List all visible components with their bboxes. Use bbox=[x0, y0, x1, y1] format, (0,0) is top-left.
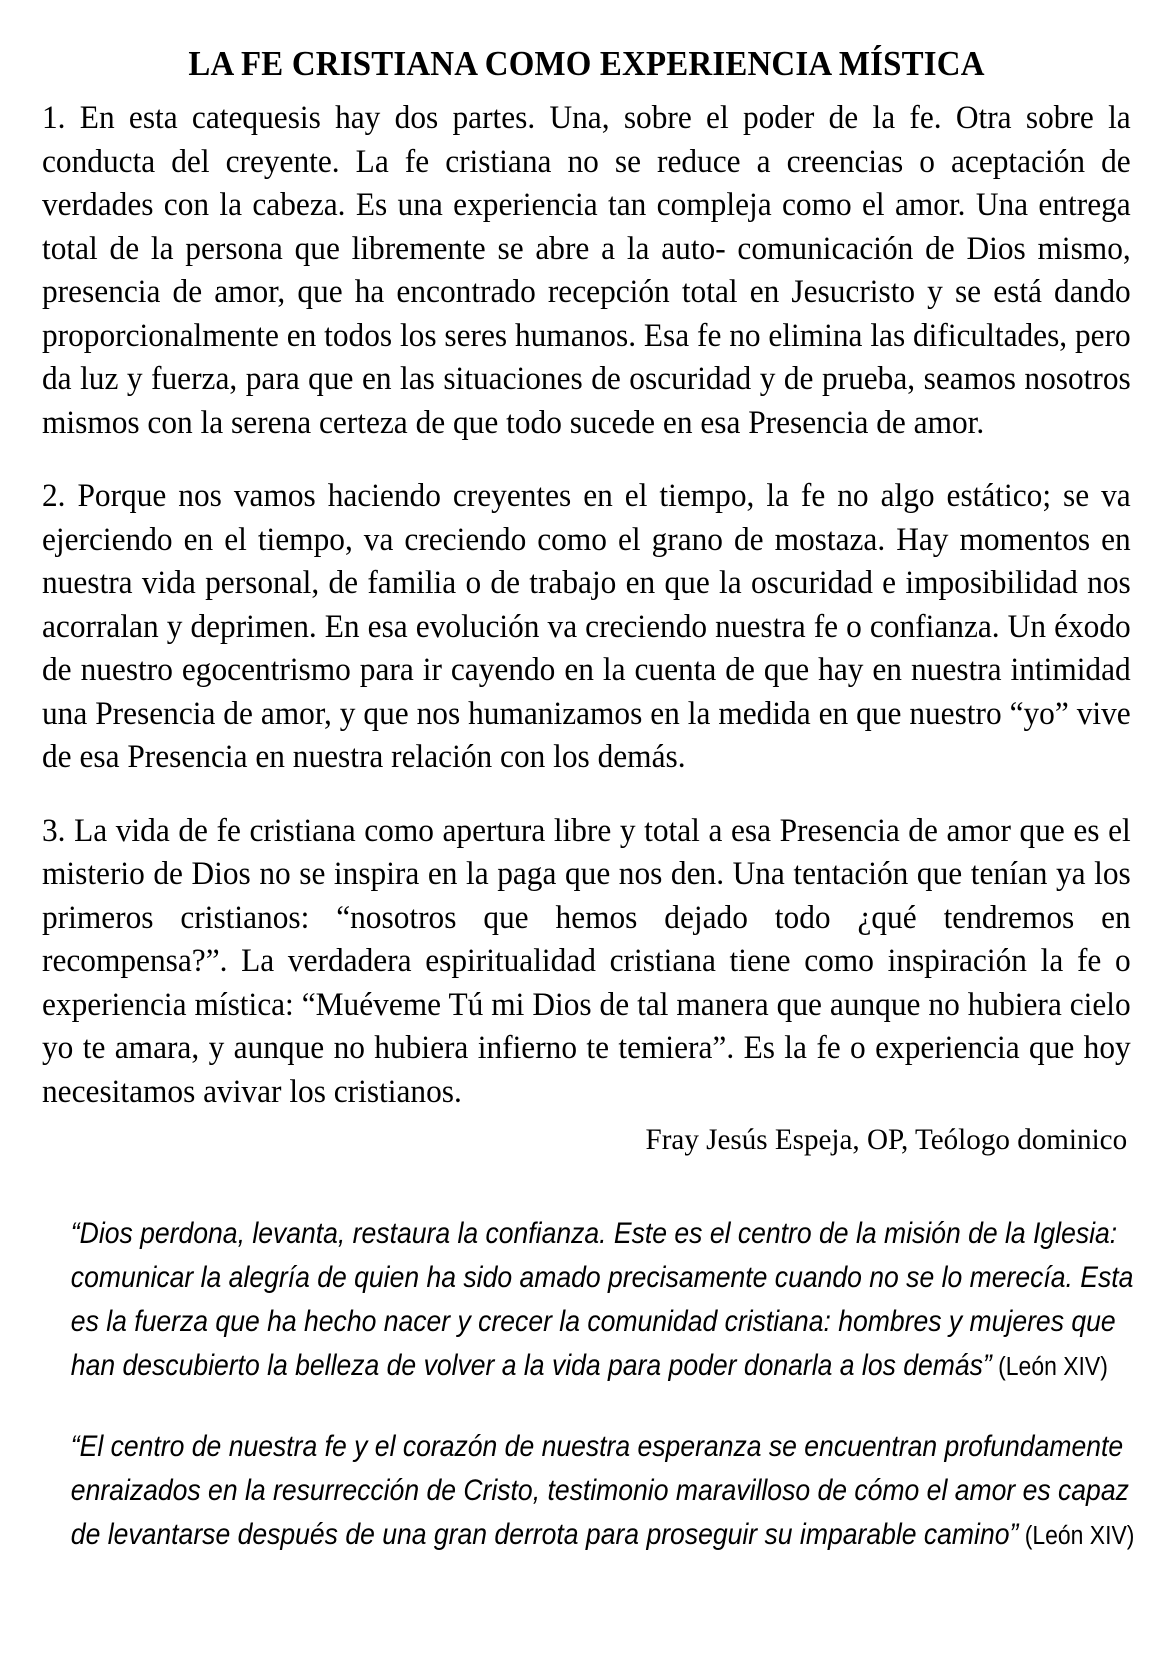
author-attribution: Fray Jesús Espeja, OP, Teólogo dominico bbox=[645, 1123, 1128, 1157]
body-paragraph-3: 3. La vida de fe cristiana como apertura libre y total a esa Presencia de amor que es el misterio de Dios no se inspira en la paga que nos den. Una tentación que tenían ya los primeros cristianos: “nosotros que hemos dejado todo ¿qué tendremos en recompensa?”. La verdadera espiritualidad cristiana tiene como inspiración la fe o experiencia mística: “Muéveme Tú mi Dios de tal manera que aunque no hubiera cielo yo te amara, y aunque no hubiera infierno te temiera”. Es la fe o experiencia que hoy necesitamos avivar los cristianos. bbox=[42, 812, 1131, 1110]
quote-text-2: “El centro de nuestra fe y el corazón de nuestra esperanza se encuentran profundamente enraizados en la resurrección de Cristo, testimonio maravilloso de cómo el amor es capaz de levantarse después de una gran derrota para proseguir su imparable camino” bbox=[70, 1430, 1129, 1552]
quote-block-2 bbox=[42, 1425, 1169, 1558]
page-title: LA FE CRISTIANA COMO EXPERIENCIA MÍSTICA bbox=[188, 44, 985, 83]
body-paragraph-1: 1. En esta catequesis hay dos partes. Una, sobre el poder de la fe. Otra sobre la conducta del creyente. La fe cristiana no se reduce a creencias o aceptación de verdades con la cabeza. Es una experiencia tan compleja como el amor. Una entrega total de la persona que libremente se abre a la auto- comunicación de Dios mismo, presencia de amor, que ha encontrado recepción total en Jesucristo y se está dando proporcionalmente en todos los seres humanos. Esa fe no elimina las dificultades, pero da luz y fuerza, para que en las situaciones de oscuridad y de prueba, seamos nosotros mismos con la serena certeza de que todo sucede en esa Presencia de amor. bbox=[42, 100, 1131, 441]
quote-source-2: (León XIV) bbox=[1018, 1522, 1135, 1551]
quote-block-1 bbox=[42, 1212, 1169, 1389]
quote-text-1: “Dios perdona, levanta, restaura la confianza. Este es el centro de la misión de la Iglesia: comunicar la alegría de quien ha sido amado precisamente cuando no se lo merecía. Esta es la fuerza que ha hecho nacer y crecer la comunidad cristiana: hombres y mujeres que han descubierto la belleza de volver a la vida para poder donarla a los demás” bbox=[70, 1217, 1134, 1383]
quote-source-1: (León XIV) bbox=[991, 1353, 1108, 1382]
body-paragraph-2: 2. Porque nos vamos haciendo creyentes en el tiempo, la fe no algo estático; se va ejerciendo en el tiempo, va creciendo como el grano de mostaza. Hay momentos en nuestra vida personal, de familia o de trabajo en que la oscuridad e imposibilidad nos acorralan y deprimen. En esa evolución va creciendo nuestra fe o confianza. Un éxodo de nuestro egocentrismo para ir cayendo en la cuenta de que hay en nuestra intimidad una Presencia de amor, y que nos humanizamos en la medida en que nuestro “yo” vive de esa Presencia en nuestra relación con los demás. bbox=[42, 478, 1131, 776]
quotes-section bbox=[42, 1212, 1135, 1558]
